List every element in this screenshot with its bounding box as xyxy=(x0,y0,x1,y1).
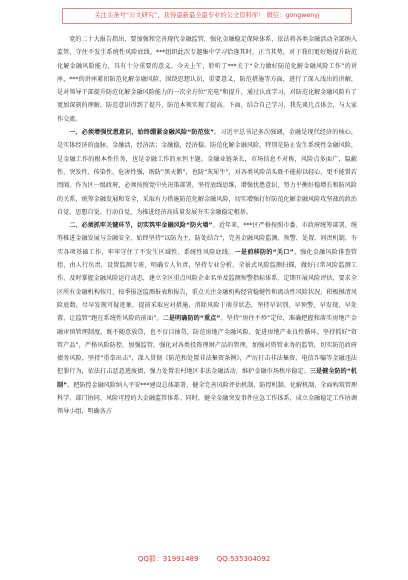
subsection-heading: 一是前移防的“关口” xyxy=(234,248,294,256)
paragraph-text: 。习近平总书记多次强调，金融是现代经济的核心，是实体经济的血脉。金融活，经济活；金融稳，经济稳。防范化解金融风险，特别是防止发生系统性金融风险，是金融工作的根本性任务，也是金融工作的永恒主题。金融业链条长，市场信息不对称，风险点多面广，隐蔽性、突发性、传染性、危害性强，既防“黑天鹅”，也防“灰犀牛”，对各类风险苗头既不能掉以轻心，更不能置若罔闻。作为区一级政府，必须按照党中央决策部署，坚持底线思维，增强忧患意识，努力平衡好稳增长和防风险的关系，统筹金融发展和安全，采取有力措施防范化解金融风险，切实增强打好防范化解金融风险攻坚战的政治自觉、思想自觉、行动自觉，为推进经济高质量发展夯实金融稳定根基。 xyxy=(57,129,358,216)
paragraph-text: 。把防控金融风险纳入平安***建设总体部署，健全完善风险评估机制、防控机制、化解机制，全面构筑管理科学、部门协同、风险可控的大金融监管体系。同时，健全金融突发事件应急工作体系，成立金融稳定工作协调领导小组，明确各方 xyxy=(57,381,357,416)
subsection-heading: 二是明确防的“重点” xyxy=(162,315,221,323)
section-heading: 一、必须增强忧患意识，始终绷紧金融风险“防范弦” xyxy=(69,129,215,137)
paragraph-section-1 xyxy=(57,126,357,219)
paragraph-text: 。近年来，***区严格按照市委、市政府统筹部署，统筹推进金融发展与金融安全，始终坚持“以防为主，防处结合”，完善金融风险监测、预警、处置、问责机制，夯实各项基础工作，牢牢守住了不发生区域性、系统性风险底线。 xyxy=(57,222,357,256)
subsection-heading: 三是健全防的“机制” xyxy=(57,368,357,389)
qq-number: QQ:535304092 xyxy=(216,555,271,563)
paragraph-text: 党的二十大报告指出，要加强和完善现代金融监管，强化金融稳定保障体系，依法将各类金融活动全部纳入监管，守住不发生系统性风险底线。***组织此次专题集中学习恰逢其时、正当其势，对于我们更好地提升防范化解金融风险能力，具有十分重要的意义。今天上午，聆听了***关于“全力做好防范化解金融风险工作”的讲座，***的讲座紧扣防范化解金融风险，围绕思想认识、重要意义、防范措施等方面，进行了深入浅出的讲解，是对领导干部提升防范化解金融风险能力的一次全方位“充电”和提升，通过认真学习，对防范化解金融风险有了更加深刻的理解，防范意识得到了提升，防范本领实现了提高。下面，结合自己学习，我先谈几点体会，与大家作交流。 xyxy=(57,36,357,123)
section-heading: 二、必须抓牢关键环节，切实筑牢金融风险“防火墙” xyxy=(69,222,213,230)
paragraph-section-2 xyxy=(57,219,357,418)
qq-group: QQ群：31991489 xyxy=(137,555,199,563)
document-body xyxy=(57,33,357,419)
header-banner: 关注头条号“公文研究”，获得最新最全最专业的公文资料库！ 微信：gongwenyj xyxy=(62,8,352,24)
paragraph-text: 。强化金融风险排查管控，由人行负责，设置监测专班，明确专人负责，坚持专业分析、全景式风险监测扫描，做好日常风险监测工作，及时掌握金融风险运行动态，建立全区重点风险企业名单及监测预警指标体系，定期开展风险评估，要求全区所有金融机构按月、按季报送监测报表和报告，重点关注金融机构经营稳健性和流动性风险状况，积极摸清风险底数。尽早发现可疑迹象，提前采取应对措施，消除风险于萌芽状态，坚持早识别、早预警、早发现、早处置，让监管“跑在系统性风险的前面”。 xyxy=(57,248,357,323)
paragraph-intro xyxy=(57,33,357,126)
footer-contact xyxy=(0,554,408,564)
paragraph-text: 。坚持“房住不炒”定位，准确把握和落实房地产金融审慎管理制度，既不随意放贷，也不盲目抽贷，防范房地产金融风险，促进房地产业良性循环。坚持抓好“资管产品”，严格风险防控，加强监管，强化对各类投资理财产品的管理，加强对资管业务的监管，切实防范政府债务风险，坚持“重拳出击”，深入贯彻《防范和处置非法集资条例》，严厉打击非法集资、电信诈骗等金融违法犯罪行为，依法打击恶意逃废债，强力处置农村地区非法金融活动，维护金融市场秩序稳定。 xyxy=(57,315,357,376)
